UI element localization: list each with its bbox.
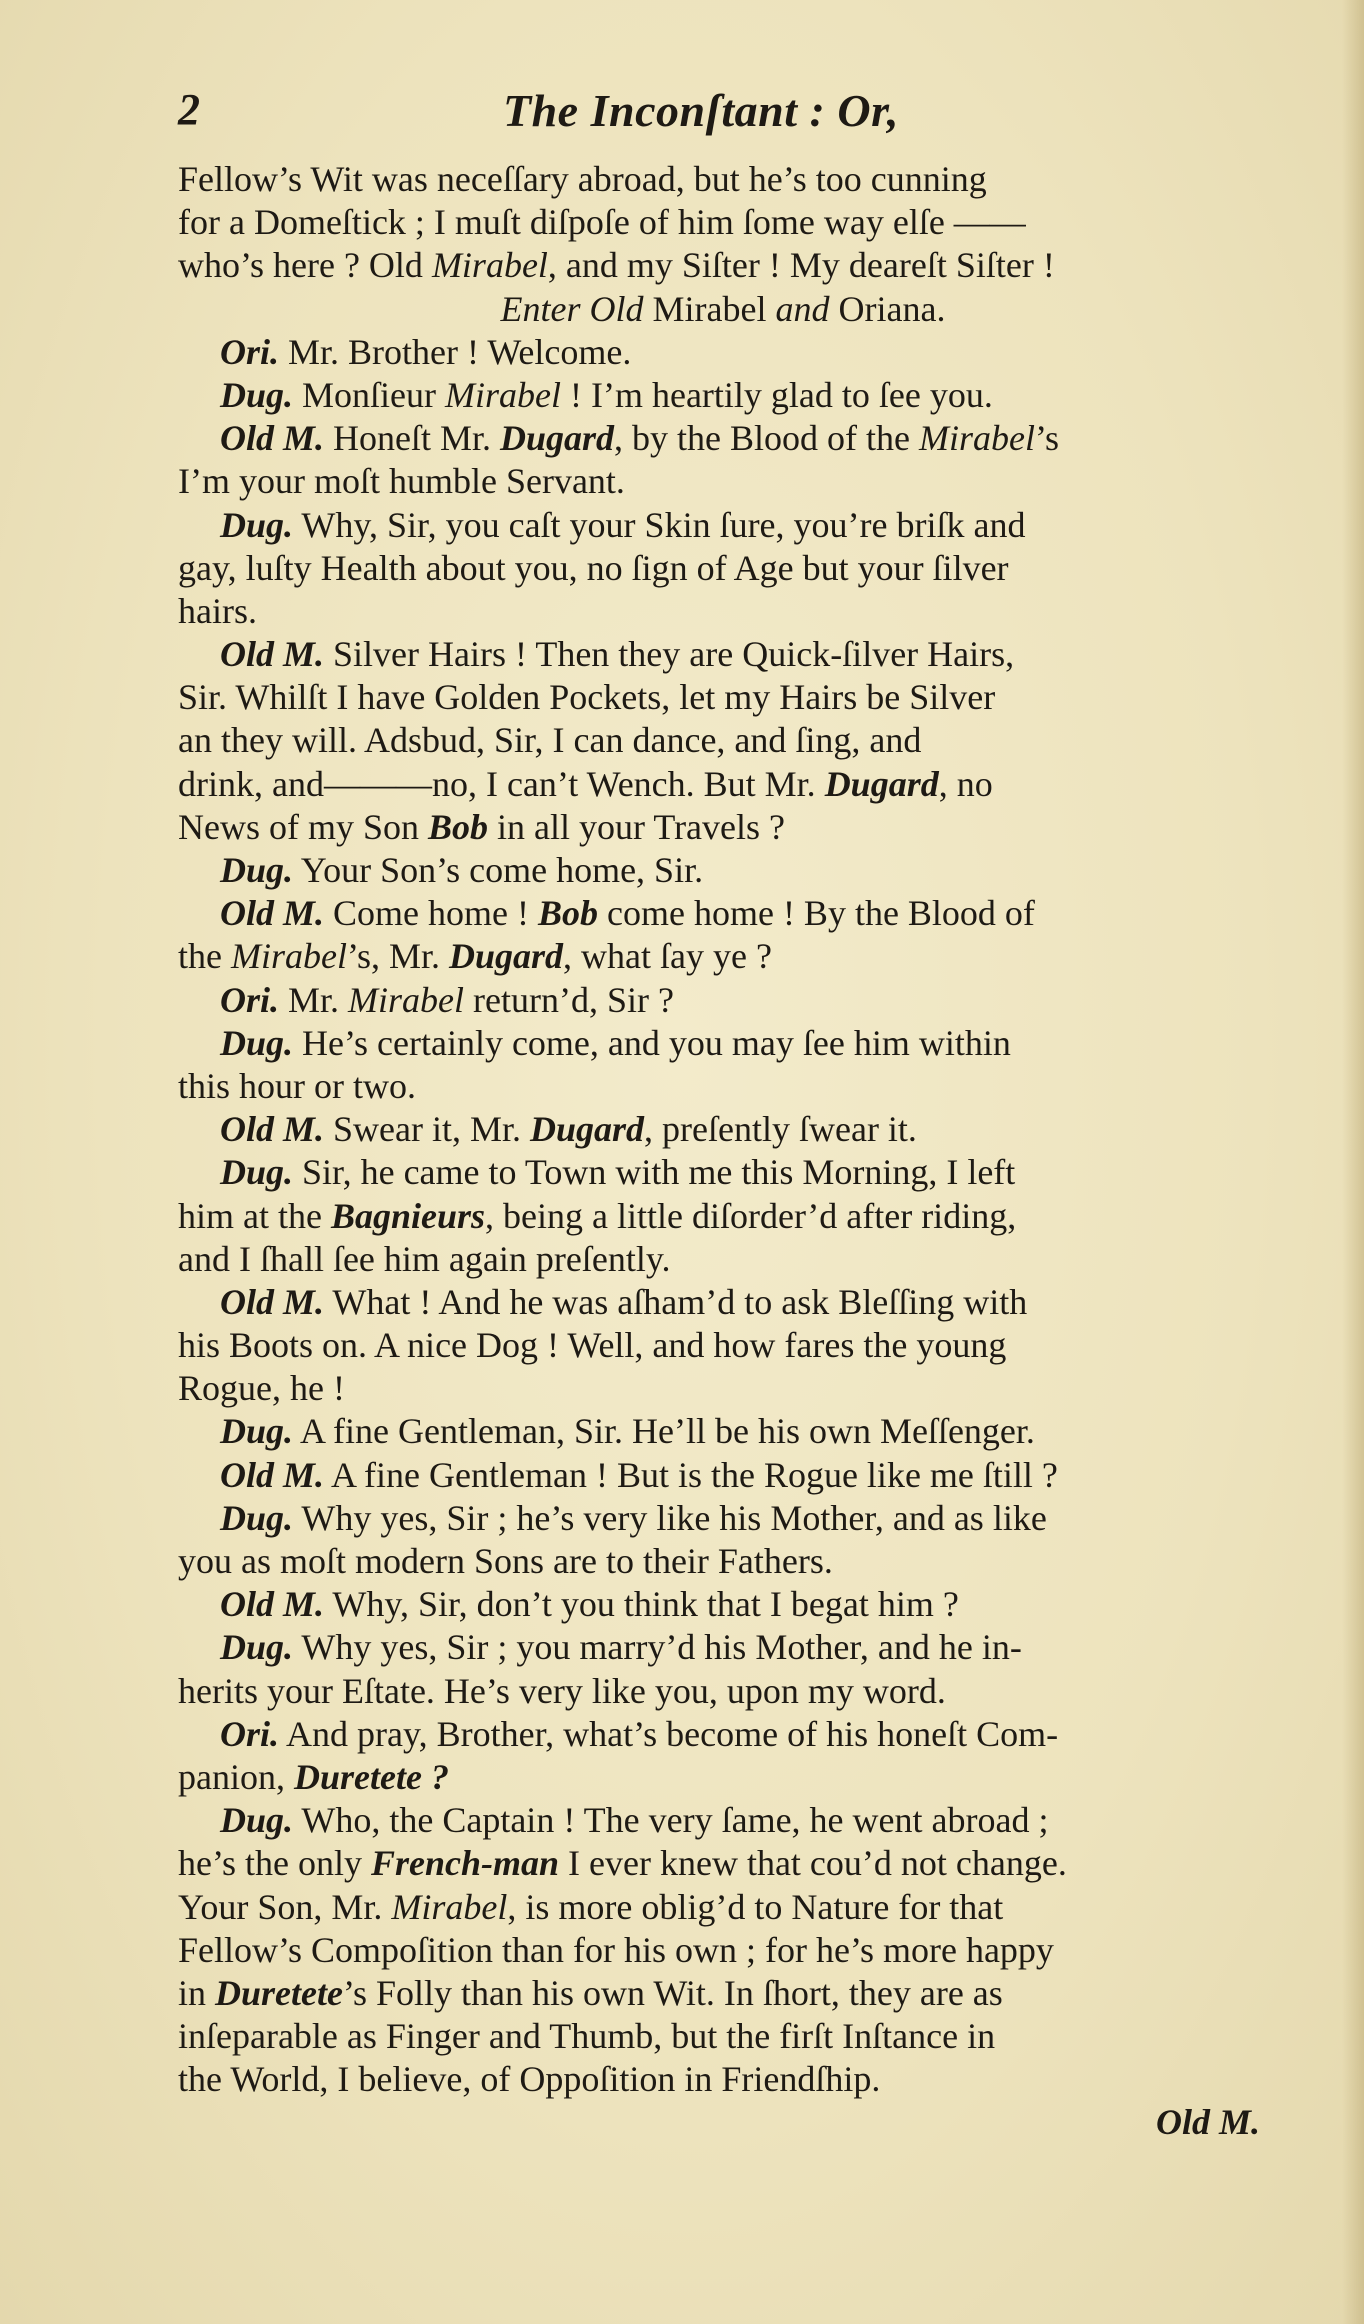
text-run: Monſieur [293, 374, 446, 415]
emphasized-text: French-man [370, 1843, 560, 1884]
text-line [178, 1842, 1268, 1885]
text-run: the World, I believe, of Oppoſition in Friendſhip. [178, 2059, 881, 2100]
text-run: Why, Sir, you caſt your Skin ſure, you’re briſk and [293, 504, 1026, 545]
text-line [178, 331, 1268, 374]
text-line [178, 1583, 1268, 1626]
emphasized-text: Old M. [220, 1281, 325, 1322]
text-line [178, 1886, 1268, 1929]
text-run: Fellow’s Compoſition than for his own ; for he’s more happy [178, 1929, 1054, 1970]
text-line [178, 979, 1268, 1022]
text-line [178, 374, 1268, 417]
text-run: drink, and———no, I can’t Wench. But Mr. [178, 763, 825, 804]
page-number: 2 [178, 85, 200, 134]
emphasized-text: Bob [537, 893, 598, 934]
text-line [178, 1022, 1268, 1065]
text-line [178, 417, 1268, 460]
text-run: panion, [178, 1756, 294, 1797]
emphasized-text: Dug. [220, 504, 294, 545]
text-line [178, 1497, 1268, 1540]
emphasized-text: Ori. [220, 331, 280, 372]
text-line [178, 1195, 1268, 1238]
text-run: ’s [1035, 418, 1060, 459]
emphasized-text: Old M. [220, 1109, 325, 1150]
emphasized-text: Dug. [220, 1022, 294, 1063]
text-run: his Boots on. A nice Dog ! Well, and how fares the young [178, 1325, 1007, 1366]
text-run: A fine Gentleman ! But is the Rogue like me ſtill ? [324, 1454, 1058, 1495]
catchword: Old M. [1155, 2102, 1260, 2143]
emphasized-text: Enter Old [500, 288, 653, 329]
text-run: come home ! By the Blood of [598, 893, 1035, 934]
emphasized-text: Duretete ? [293, 1756, 449, 1797]
text-line [178, 719, 1268, 762]
text-run: News of my Son [178, 806, 428, 847]
text-line [178, 2015, 1268, 2058]
text-line [178, 504, 1268, 547]
text-line [178, 935, 1268, 978]
text-run: I ever knew that cou’d not change. [559, 1843, 1067, 1884]
emphasized-text: Dug. [220, 374, 294, 415]
text-line [178, 2058, 1268, 2101]
text-run: , is more oblig’d to Nature for that [507, 1886, 1004, 1927]
text-run: who’s here ? Old [178, 245, 432, 286]
emphasized-text: Dug. [220, 1627, 294, 1668]
emphasized-text: Bagnieurs [330, 1195, 486, 1236]
text-run: in all your Travels ? [488, 806, 785, 847]
emphasized-text: Mirabel [445, 374, 561, 415]
text-run: And pray, Brother, what’s become of his honeſt Com- [279, 1713, 1059, 1754]
text-run: , preſently ſwear it. [644, 1109, 917, 1150]
emphasized-text: Dugard [824, 763, 939, 804]
emphasized-text: Duretete [215, 1972, 343, 2013]
text-run: Come home ! [324, 893, 538, 934]
text-run: Why yes, Sir ; you marry’d his Mother, and he in- [293, 1627, 1022, 1668]
emphasized-text: Dugard [530, 1109, 645, 1150]
text-run: Rogue, he ! [178, 1368, 345, 1409]
emphasized-text: Old M. [220, 1454, 325, 1495]
text-line [178, 1799, 1268, 1842]
text-run: Sir, he came to Town with me this Morning, I left [293, 1152, 1016, 1193]
emphasized-text: Dug. [220, 1800, 294, 1841]
text-run: He’s certainly come, and you may ſee him within [293, 1022, 1011, 1063]
text-run: Fellow’s Wit was neceſſary abroad, but he’s too cunning [178, 159, 987, 199]
text-line [178, 201, 1268, 244]
emphasized-text: Mirabel [348, 979, 465, 1020]
page-edge-shadow [1342, 0, 1364, 2324]
text-run: Why, Sir, don’t you think that I begat him ? [324, 1584, 959, 1625]
text-run: , what ſay ye ? [563, 936, 772, 977]
text-run: hairs. [178, 590, 257, 631]
text-run: ’s Folly than his own Wit. In ſhort, they are as [342, 1972, 1003, 2013]
text-line [178, 676, 1268, 719]
text-run: A fine Gentleman, Sir. He’ll be his own Meſſenger. [293, 1411, 1035, 1452]
text-run: Mirabel [652, 288, 767, 329]
emphasized-text: Dug. [220, 1497, 294, 1538]
text-run: him at the [178, 1195, 331, 1236]
emphasized-text: Dug. [220, 850, 294, 890]
text-run: Your Son, Mr. [178, 1886, 392, 1927]
text-run: Honeſt Mr. [324, 418, 501, 459]
text-run: this hour or two. [178, 1065, 416, 1106]
text-line [178, 1108, 1268, 1151]
text-run: Why yes, Sir ; he’s very like his Mother, and as like [293, 1497, 1047, 1538]
emphasized-text: Dugard [500, 418, 615, 459]
text-line [178, 633, 1268, 676]
emphasized-text: Old M. [220, 418, 325, 459]
text-run: , by the Blood of the [614, 418, 920, 459]
text-run: , being a little diſorder’d after riding, [485, 1195, 1017, 1236]
text-line [178, 1454, 1268, 1497]
text-run: , no [938, 763, 993, 804]
text-line [178, 1151, 1268, 1194]
text-run: ! I’m heartily glad to ſee you. [561, 374, 993, 415]
emphasized-text: Dug. [220, 1152, 294, 1193]
text-line [178, 1713, 1268, 1756]
text-line [178, 1324, 1268, 1367]
emphasized-text: Old M. [220, 1584, 325, 1625]
running-head: The Inconſtant : Or, [503, 85, 899, 136]
text-line [178, 1756, 1268, 1799]
text-run: he’s the only [178, 1843, 371, 1884]
emphasized-text: Mirabel [431, 245, 548, 286]
text-run: Who, the Captain ! The very ſame, he went abroad ; [293, 1800, 1049, 1841]
text-run: , and my Siſter ! My deareſt Siſter ! [547, 245, 1055, 286]
text-run: an they will. Adsbud, Sir, I can dance, and ſing, and [178, 720, 922, 761]
text-line [178, 1410, 1268, 1453]
text-run: I’m your moſt humble Servant. [178, 461, 625, 502]
text-run: Oriana. [838, 288, 946, 329]
emphasized-text: Dugard [449, 936, 564, 977]
emphasized-text: Mirabel [230, 936, 347, 977]
text-line [178, 1065, 1268, 1108]
emphasized-text: Mirabel [919, 418, 1035, 459]
text-line [178, 1626, 1268, 1669]
text-line [178, 158, 1268, 201]
text-line [178, 1238, 1268, 1281]
text-run: gay, luſty Health about you, no ſign of Age but your ſilver [178, 547, 1009, 588]
emphasized-text: Ori. [220, 1713, 280, 1754]
text-run: return’d, Sir ? [464, 979, 674, 1020]
text-line [178, 1540, 1268, 1583]
text-run: you as moſt modern Sons are to their Fathers. [178, 1541, 833, 1581]
text-run: in [178, 1972, 216, 2013]
text-line [178, 1972, 1268, 2015]
text-run: What ! And he was aſham’d to ask Bleſſing with [324, 1281, 1028, 1322]
text-line [178, 1929, 1268, 1972]
text-line [178, 763, 1268, 806]
text-run: Sir. Whilſt I have Golden Pockets, let my Hairs be Silver [178, 677, 996, 718]
emphasized-text: and [766, 288, 839, 329]
text-run: for a Domeſtick ; I muſt diſpoſe of him ſome way elſe —— [178, 202, 1026, 243]
text-run: Silver Hairs ! Then they are Quick-ſilver Hairs, [324, 634, 1015, 675]
text-run: Your Son’s come home, Sir. [293, 850, 704, 890]
text-run: Swear it, Mr. [324, 1109, 530, 1150]
text-line [178, 1367, 1268, 1410]
text-line [178, 1670, 1268, 1713]
text-run: ’s, Mr. [346, 936, 449, 977]
emphasized-text: Old M. [220, 634, 325, 675]
emphasized-text: Dug. [220, 1411, 294, 1452]
text-line [178, 288, 1268, 331]
emphasized-text: Old M. [220, 893, 325, 934]
text-run: Mr. [279, 979, 349, 1020]
emphasized-text: Bob [428, 806, 489, 847]
text-line [178, 460, 1268, 503]
emphasized-text: Mirabel [391, 1886, 508, 1927]
text-line [178, 244, 1268, 287]
text-run: inſeparable as Finger and Thumb, but the firſt Inſtance in [178, 2016, 996, 2057]
text-line [178, 806, 1268, 849]
text-run: herits your Eſtate. He’s very like you, upon my word. [178, 1670, 946, 1711]
text-line [178, 590, 1268, 633]
emphasized-text: Ori. [220, 979, 280, 1020]
text-run: the [178, 936, 231, 977]
play-text [178, 158, 1268, 2145]
text-line [178, 849, 1268, 892]
text-run: Mr. Brother ! Welcome. [279, 331, 632, 372]
text-run: and I ſhall ſee him again preſently. [178, 1238, 671, 1279]
text-line [178, 547, 1268, 590]
text-line [178, 1281, 1268, 1324]
page-header [178, 84, 1268, 144]
text-line [178, 892, 1268, 935]
